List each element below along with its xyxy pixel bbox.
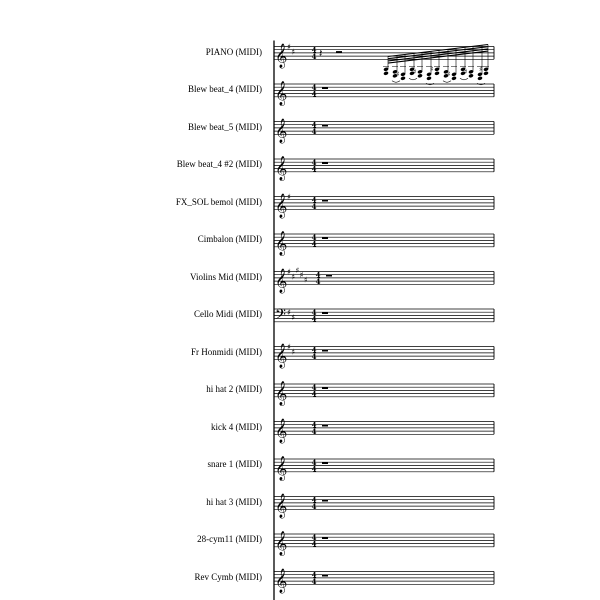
staff — [274, 418, 494, 443]
whole-rest — [322, 425, 328, 427]
staff — [274, 456, 494, 481]
staff — [274, 231, 494, 256]
staff — [274, 568, 494, 593]
time-signature-numerator: 4 — [311, 495, 317, 505]
note-head — [426, 76, 432, 81]
whole-rest — [322, 387, 328, 389]
time-signature-denominator: 4 — [311, 539, 317, 549]
time-signature-denominator: 4 — [311, 126, 317, 136]
instrument-label: Cimbalon (MIDI) — [197, 234, 262, 245]
time-signature-denominator: 4 — [311, 89, 317, 99]
staff — [274, 43, 494, 85]
treble-clef: 𝄞 — [275, 343, 288, 368]
note-head — [477, 76, 483, 81]
key-sharp: ♯ — [291, 47, 296, 57]
instrument-label: kick 4 (MIDI) — [211, 421, 262, 432]
key-sharp: ♯ — [291, 347, 296, 357]
note-head — [400, 76, 406, 81]
instrument-label: 28-cym11 (MIDI) — [197, 534, 262, 545]
note-head — [483, 71, 489, 76]
whole-rest — [322, 200, 328, 202]
time-signature-numerator: 4 — [311, 307, 317, 317]
key-sharp: ♯ — [299, 270, 304, 280]
treble-clef: 𝄞 — [275, 530, 288, 555]
staff — [274, 193, 494, 219]
key-sharp: ♯ — [287, 267, 291, 277]
whole-rest — [322, 462, 328, 464]
key-sharp: ♯ — [287, 342, 291, 352]
time-signature-denominator: 4 — [311, 576, 317, 586]
staff — [274, 307, 494, 327]
time-signature-numerator: 4 — [311, 82, 317, 92]
treble-clef: 𝄞 — [275, 455, 288, 480]
key-sharp: ♯ — [291, 313, 296, 322]
note-head — [451, 76, 457, 81]
time-signature-numerator: 4 — [311, 570, 317, 580]
instrument-label: Blew beat_4 (MIDI) — [188, 84, 262, 95]
time-signature-denominator: 4 — [311, 51, 317, 61]
note-head — [468, 73, 474, 78]
time-signature-numerator: 4 — [311, 157, 317, 167]
instrument-label: hi hat 2 (MIDI) — [206, 384, 262, 395]
key-sharp: ♯ — [303, 275, 308, 285]
key-sharp: ♯ — [287, 308, 291, 318]
time-signature-denominator: 4 — [311, 201, 317, 211]
time-signature-numerator: 4 — [315, 270, 321, 280]
whole-rest — [326, 275, 332, 277]
key-sharp: ♯ — [287, 192, 291, 202]
instrument-label: Rev Cymb (MIDI) — [194, 571, 262, 582]
time-signature-numerator: 4 — [311, 457, 317, 467]
instrument-label: Blew beat_5 (MIDI) — [188, 121, 262, 132]
treble-clef: 𝄞 — [275, 193, 288, 218]
time-signature-numerator: 4 — [311, 532, 317, 542]
instrument-label: snare 1 (MIDI) — [207, 459, 262, 470]
tie — [392, 81, 400, 83]
whole-rest — [322, 125, 328, 127]
treble-clef: 𝄞 — [275, 493, 288, 518]
time-signature-denominator: 4 — [311, 464, 317, 474]
time-signature-denominator: 4 — [311, 164, 317, 174]
instrument-label: FX_SOL bemol (MIDI) — [175, 196, 262, 207]
whole-rest — [322, 312, 328, 314]
time-signature-numerator: 4 — [311, 232, 317, 242]
treble-clef: 𝄞 — [275, 230, 288, 255]
staff — [274, 81, 494, 106]
whole-rest — [322, 237, 328, 239]
instrument-label: hi hat 3 (MIDI) — [206, 496, 262, 507]
time-signature-denominator: 4 — [311, 351, 317, 361]
time-signature-denominator: 4 — [315, 276, 321, 286]
time-signature-numerator: 4 — [311, 345, 317, 355]
key-sharp: ♯ — [295, 265, 300, 275]
whole-rest — [322, 350, 328, 352]
treble-clef: 𝄞 — [275, 43, 288, 68]
whole-rest — [322, 537, 328, 539]
treble-clef: 𝄞 — [275, 568, 288, 593]
accidental-sharp: ♯ — [430, 65, 434, 74]
time-signature-numerator: 4 — [311, 120, 317, 130]
treble-clef: 𝄞 — [275, 268, 288, 293]
instrument-label: Violins Mid (MIDI) — [190, 271, 262, 282]
instrument-label: PIANO (MIDI) — [205, 46, 262, 57]
instrument-label: Blew beat_4 #2 (MIDI) — [176, 159, 262, 170]
time-signature-numerator: 4 — [311, 45, 317, 55]
staff — [274, 343, 494, 369]
accidental-sharp: ♯ — [396, 70, 400, 79]
staff — [274, 156, 494, 181]
accidental-sharp: ♯ — [464, 67, 468, 76]
time-signature-denominator: 4 — [311, 389, 317, 399]
bass-clef: 𝄢 — [275, 306, 286, 327]
key-sharp: ♯ — [291, 272, 296, 282]
time-signature-denominator: 4 — [311, 314, 317, 324]
instrument-label: Cello Midi (MIDI) — [194, 309, 262, 320]
treble-clef: 𝄞 — [275, 418, 288, 443]
key-sharp: ♯ — [287, 42, 291, 52]
time-signature-denominator: 4 — [311, 426, 317, 436]
note-head — [383, 71, 389, 76]
note-head — [434, 71, 440, 76]
time-signature-numerator: 4 — [311, 420, 317, 430]
treble-clef: 𝄞 — [275, 80, 288, 105]
whole-rest — [322, 87, 328, 89]
treble-clef: 𝄞 — [275, 155, 288, 180]
whole-rest — [322, 575, 328, 577]
staff — [274, 266, 494, 293]
tie — [460, 78, 468, 80]
quarter-rest: 𝄽 — [319, 47, 323, 61]
time-signature-denominator: 4 — [311, 239, 317, 249]
time-signature-numerator: 4 — [311, 195, 317, 205]
accidental-sharp: ♯ — [413, 67, 417, 76]
instrument-label: Fr Honmidi (MIDI) — [191, 346, 262, 357]
accidental-sharp: ♯ — [447, 70, 451, 79]
staff — [274, 118, 494, 143]
staff — [274, 381, 494, 406]
time-signature-denominator: 4 — [311, 501, 317, 511]
note-head — [417, 73, 423, 78]
time-signature-numerator: 4 — [311, 382, 317, 392]
whole-rest — [322, 162, 328, 164]
treble-clef: 𝄞 — [275, 118, 288, 143]
whole-rest — [322, 500, 328, 502]
staff — [274, 493, 494, 518]
tie — [409, 78, 417, 80]
accidental-sharp: ♯ — [479, 65, 483, 74]
treble-clef: 𝄞 — [275, 380, 288, 405]
half-rest — [336, 51, 342, 53]
staff — [274, 531, 494, 556]
tie — [443, 81, 451, 83]
